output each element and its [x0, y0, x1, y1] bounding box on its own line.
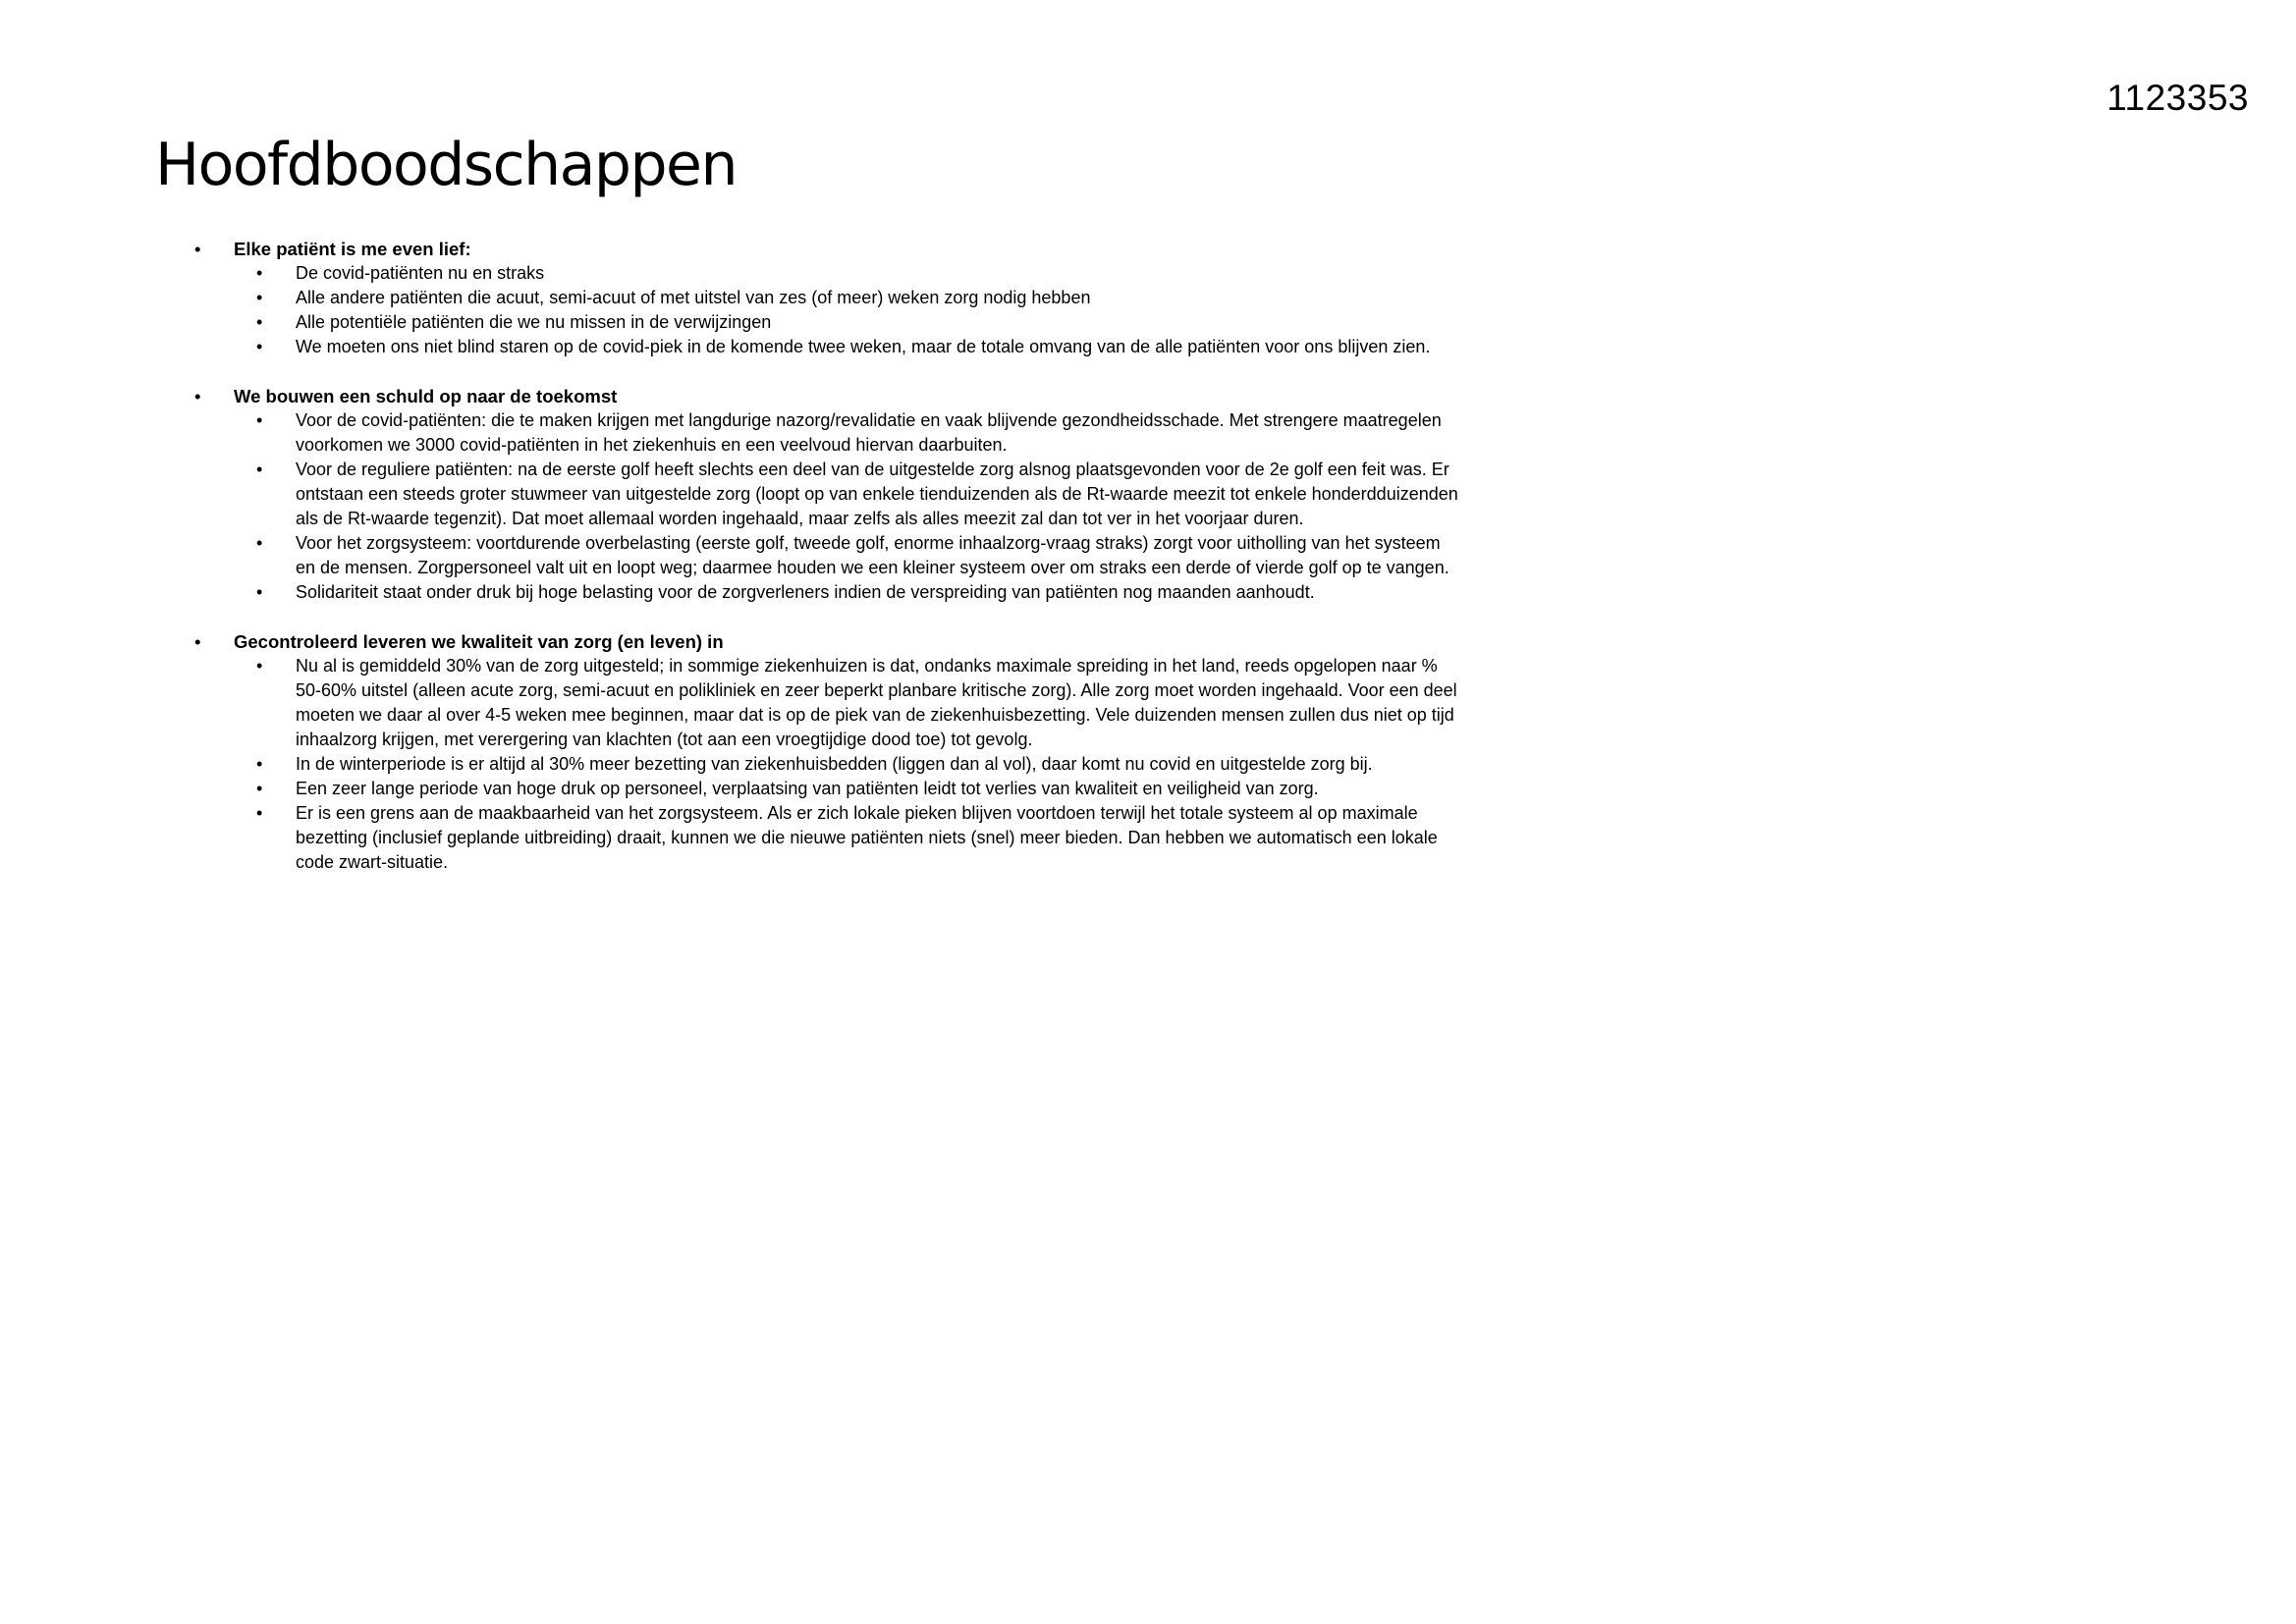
- list-item: [187, 752, 1463, 777]
- bullet-icon: •: [256, 337, 263, 356]
- page-title: Hoofdboodschappen: [155, 131, 737, 199]
- bullet-icon: •: [256, 288, 263, 307]
- list-item-text: Alle andere patiënten die acuut, semi-acuut of met uitstel van zes (of meer) weken zorg nodig hebben: [296, 288, 1091, 307]
- list-item-text: Voor het zorgsysteem: voortdurende overbelasting (eerste golf, tweede golf, enorme inhaalzorg-vraag straks) zorgt voor uitholling van het systeem en de mensen. Zorgpersoneel valt uit en loopt weg; daarmee houden we een kleiner systeem over om straks een derde of vierde golf op te vangen.: [296, 533, 1449, 577]
- bullet-icon: •: [256, 263, 263, 283]
- list-item: [187, 531, 1463, 580]
- bullet-icon: •: [256, 410, 263, 430]
- section-every-patient: [187, 237, 1463, 359]
- bullet-icon: •: [256, 779, 263, 798]
- bullet-icon: •: [256, 656, 263, 676]
- document-id: 1123353: [2106, 78, 2249, 118]
- bullet-icon: •: [256, 803, 263, 823]
- bullet-icon: •: [256, 533, 263, 553]
- document-body: [187, 237, 1463, 899]
- bullet-list: [187, 654, 1463, 875]
- list-item: [187, 286, 1463, 310]
- list-item: [187, 335, 1463, 359]
- section-heading-text: Gecontroleerd leveren we kwaliteit van zorg (en leven) in: [234, 631, 724, 652]
- section-quality-of-care: [187, 629, 1463, 875]
- section-future-debt: [187, 384, 1463, 605]
- list-item: [187, 458, 1463, 531]
- bullet-icon: •: [256, 582, 263, 602]
- list-item: [187, 801, 1463, 875]
- bullet-icon: •: [256, 460, 263, 479]
- section-heading-text: Elke patiënt is me even lief:: [234, 239, 471, 259]
- list-item-text: Nu al is gemiddeld 30% van de zorg uitgesteld; in sommige ziekenhuizen is dat, ondanks maximale spreiding in het land, reeds opgelopen naar % 50-60% uitstel (alleen acute zorg, semi-acuut en polikliniek en zeer beperkt planbare kritische zorg). Alle zorg moet worden ingehaald. Voor een deel moeten we daar al over 4-5 weken mee beginnen, maar dat is op de piek van de ziekenhuisbezetting. Vele duizenden mensen zullen dus niet op tijd inhaalzorg krijgen, met verergering van klachten (tot aan een vroegtijdige dood toe) tot gevolg.: [296, 656, 1457, 749]
- list-item-text: Een zeer lange periode van hoge druk op personeel, verplaatsing van patiënten leidt tot verlies van kwaliteit en veiligheid van zorg.: [296, 779, 1319, 798]
- list-item: [187, 777, 1463, 801]
- list-item-text: Solidariteit staat onder druk bij hoge belasting voor de zorgverleners indien de verspreiding van patiënten nog maanden aanhoudt.: [296, 582, 1315, 602]
- list-item-text: Alle potentiële patiënten die we nu missen in de verwijzingen: [296, 312, 772, 332]
- bullet-icon: •: [256, 312, 263, 332]
- list-item-text: Voor de covid-patiënten: die te maken krijgen met langdurige nazorg/revalidatie en vaak blijvende gezondheidsschade. Met strengere maatregelen voorkomen we 3000 covid-patiënten in het ziekenhuis en een veelvoud hiervan daarbuiten.: [296, 410, 1442, 455]
- bullet-icon: •: [256, 754, 263, 774]
- bullet-icon: •: [194, 386, 201, 406]
- section-heading-text: We bouwen een schuld op naar de toekomst: [234, 386, 618, 406]
- list-item: [187, 654, 1463, 752]
- list-item: [187, 310, 1463, 335]
- bullet-list: [187, 261, 1463, 359]
- bullet-list: [187, 408, 1463, 605]
- list-item-text: We moeten ons niet blind staren op de covid-piek in de komende twee weken, maar de totale omvang van de alle patiënten voor ons blijven zien.: [296, 337, 1431, 356]
- section-heading: [187, 384, 1463, 408]
- section-heading: [187, 237, 1463, 261]
- list-item-text: De covid-patiënten nu en straks: [296, 263, 545, 283]
- bullet-icon: •: [194, 239, 201, 259]
- section-heading: [187, 629, 1463, 654]
- bullet-icon: •: [194, 631, 201, 652]
- list-item: [187, 261, 1463, 286]
- list-item-text: Er is een grens aan de maakbaarheid van het zorgsysteem. Als er zich lokale pieken blijven voortdoen terwijl het totale systeem al op maximale bezetting (inclusief geplande uitbreiding) draait, kunnen we die nieuwe patiënten niets (snel) meer bieden. Dan hebben we automatisch een lokale code zwart-situatie.: [296, 803, 1438, 872]
- list-item: [187, 580, 1463, 605]
- list-item-text: Voor de reguliere patiënten: na de eerste golf heeft slechts een deel van de uitgestelde zorg alsnog plaatsgevonden voor de 2e golf een feit was. Er ontstaan een steeds groter stuwmeer van uitgestelde zorg (loopt op van enkele tienduizenden als de Rt-waarde meezit tot enkele honderdduizenden als de Rt-waarde tegenzit). Dat moet allemaal worden ingehaald, maar zelfs als alles meezit zal dan tot ver in het voorjaar duren.: [296, 460, 1458, 528]
- list-item: [187, 408, 1463, 458]
- list-item-text: In de winterperiode is er altijd al 30% meer bezetting van ziekenhuisbedden (liggen dan al vol), daar komt nu covid en uitgestelde zorg bij.: [296, 754, 1373, 774]
